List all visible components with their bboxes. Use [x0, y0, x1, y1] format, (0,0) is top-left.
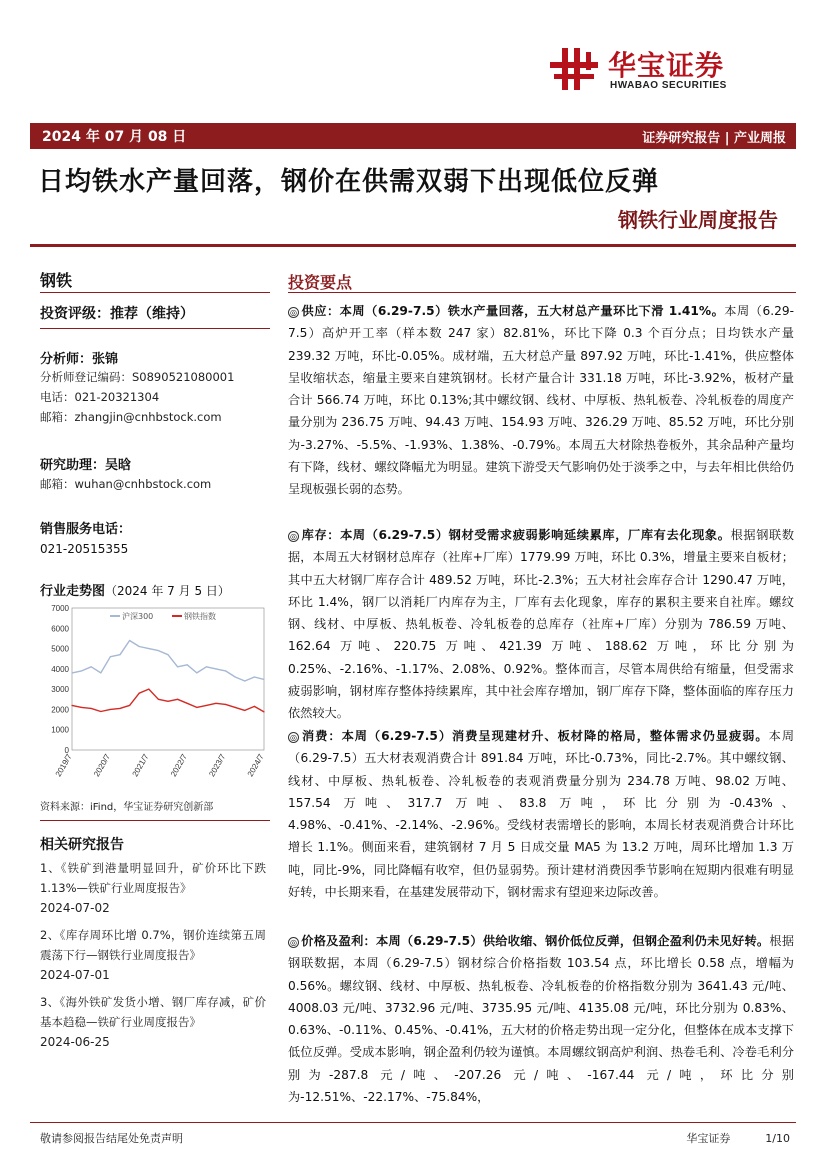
y-tick-label: 1000 [51, 725, 69, 735]
data-point [196, 672, 197, 673]
data-point [119, 708, 120, 709]
inventory-body: 根据钢联数据，本周五大材钢材总库存（社库+厂库）1779.99 万吨，环比 0.3%，增量主要来自板材；其中五大材钢厂库存合计 489.52 万吨，环比-2.3%；五大材社会库存合计 1290.47 万吨，环比 1.4%，钢厂以消耗厂内库存为主，厂库有去化现象，库存的累积主要来自社库。螺纹钢、线材、中厚板、热轧板卷、冷轧板卷的总库存（社库+厂库）分别为 786.59 万吨、162.64 万吨、220.75 万吨、421.39 万吨、188.62 万吨，环比分别为 0.25%、-2.16%、-1.17%、2.08%、0.92%。整体而言，尽管本周供给有缩量，但受需求疲弱影响，钢材库存整体持续累库，其中社会库存增加，钢厂库存下降，整体面临的库存压力依然较大。 [288, 528, 795, 721]
data-point [139, 693, 140, 694]
y-tick-label: 4000 [51, 664, 69, 674]
data-point [71, 705, 72, 706]
inventory-lead: 库存：本周（6.29-7.5）钢材受需求疲弱影响延续累库，厂库有去化现象。 [301, 528, 731, 542]
price-lead: 价格及盈利：本周（6.29-7.5）供给收缩、钢价低位反弹，但钢企盈利仍未见好转。 [301, 934, 770, 948]
related-report-item: 3、《海外铁矿发货小增、钢厂库存减，矿价基本趋稳—铁矿行业周度报告》 [40, 995, 266, 1029]
page-subtitle: 钢铁行业周度报告 [618, 208, 778, 232]
data-point [263, 711, 264, 712]
supply-paragraph [288, 300, 794, 501]
analyst-phone: 电话：021-20321304 [40, 390, 160, 404]
analyst-name: 分析师：张锦 [40, 352, 119, 367]
divider [40, 328, 270, 329]
data-point [129, 640, 130, 641]
trend-chart-title [40, 580, 230, 599]
legend-label: 钢铁指数 [184, 612, 216, 621]
logo-english-name: HWABAO SECURITIES [610, 80, 727, 91]
data-point [110, 656, 111, 657]
y-tick-label: 3000 [51, 685, 69, 695]
data-point [225, 670, 226, 671]
trend-date: （2024 年 7 月 5 日） [105, 584, 230, 598]
data-point [91, 666, 92, 667]
analyst-email: 邮箱：zhangjin@cnhbstock.com [40, 410, 222, 424]
footer-right [686, 1130, 790, 1146]
investment-rating: 投资评级：推荐（维持） [40, 306, 194, 322]
data-point [110, 709, 111, 710]
circle-bullet-icon: ◎ [288, 307, 299, 318]
x-tick-label: 2020/7 [92, 752, 113, 779]
data-point [158, 699, 159, 700]
series-line-csi300 [72, 641, 264, 682]
y-tick-label: 0 [64, 746, 69, 755]
supply-body: 本周（6.29-7.5）高炉开工率（样本数 247 家）82.81%，环比下降 0.3 个百分点；日均铁水产量 239.32 万吨，环比-0.05%。成材端，五大材总产量 897.92 万吨，环比-1.41%，供应整体呈收缩状态，缩量主要来自建筑钢材。长材产量合计 331.18 万吨，环比-3.92%，板材产量合计 566.74 万吨，环比 0.13%;其中螺纹钢、线材、中厚板、热轧板卷、冷轧板卷的周度产量分别为 236.75 万吨、94.43 万吨、154.93 万吨、326.29 万吨、85.52 万吨，环比分别为-3.27%、-5.5%、-1.93%、1.38%、-0.79%。本周五大材除热卷板外，其余品种产量均有下降，线材、螺纹降幅尤为明显。建筑下游受天气影响仍处于淡季之中，与去年相比供给仍呈现板强长弱的态势。 [288, 304, 794, 497]
data-point [215, 668, 216, 669]
chart-source: 资料来源：iFind，华宝证券研究创新部 [40, 802, 214, 813]
circle-bullet-icon: ◎ [288, 531, 299, 542]
trend-title-text: 行业走势图 [40, 584, 106, 599]
data-point [167, 701, 168, 702]
x-tick-label: 2023/7 [207, 752, 228, 779]
plot-frame [72, 608, 264, 750]
header-band [30, 123, 796, 149]
section-title: 投资要点 [288, 273, 353, 292]
data-point [244, 680, 245, 681]
data-point [235, 676, 236, 677]
data-point [215, 703, 216, 704]
data-point [206, 705, 207, 706]
divider [40, 292, 270, 293]
related-report-item: 2、《库存周环比增 0.7%，钢价连续第五周震荡下行—钢铁行业周度报告》 [40, 928, 266, 962]
consumption-paragraph [288, 725, 794, 903]
data-point [100, 711, 101, 712]
data-point [71, 672, 72, 673]
data-point [187, 664, 188, 665]
data-point [139, 646, 140, 647]
data-point [129, 705, 130, 706]
section-divider [288, 292, 796, 293]
related-report-date: 2024-07-01 [40, 968, 110, 982]
data-point [254, 676, 255, 677]
report-type: 证券研究报告 | 产业周报 [642, 131, 786, 146]
industry-label: 钢铁 [40, 271, 73, 290]
data-point [196, 707, 197, 708]
inventory-paragraph [288, 524, 794, 725]
analyst-reg-no: 分析师登记编码：S0890521080001 [40, 370, 235, 384]
price-body: 根据钢联数据，本周（6.29-7.5）钢材综合价格指数 103.54 点，环比增长 0.58 点，增幅为 0.56%。螺纹钢、线材、中厚板、热轧板卷、冷轧板卷的价格指数分别为 3641.43 元/吨、4008.03 元/吨、3732.96 元/吨、3735.95 元/吨、4135.08 元/吨，环比分别为 0.83%、0.63%、-0.11%、0.45%、-0.41%，五大材的价格走势出现一定分化，但整体在成本支撑下低位反弹。受成本影响，钢企盈利仍较为谨慎。本周螺纹钢高炉利润、热卷毛利、冷卷毛利分别为-287.8 元/吨、-207.26 元/吨、-167.44 元/吨，环比分别为-12.51%、-22.17%、-75.84%， [288, 934, 795, 1105]
consumption-body: 本周（6.29-7.5）五大材表观消费合计 891.84 万吨，环比-0.73%，同比-2.7%。其中螺纹钢、线材、中厚板、热轧板卷、冷轧板卷的表观消费量分别为 234.78 万吨、98.02 万吨、157.54 万吨、317.7 万吨、83.8 万吨，环比分别为-0.43%、4.98%、-0.41%、-2.14%、-2.96%。受线材表需增长的影响，本周长材表观消费合计环比增长 1.1%。侧面来看，建筑钢材 7 月 5 日成交量 MA5 为 13.2 万吨，周环比增加 1.3 万吨，同比-9%，同比降幅有收窄，但仍显弱势。预计建材消费因季节影响在短期内很难有明显好转，中长期来看，在基建发展带动下，钢材需求有望迎来边际改善。 [288, 729, 795, 900]
footer-disclaimer: 敬请参阅报告结尾处免责声明 [40, 1132, 183, 1145]
data-point [177, 666, 178, 667]
logo-chinese-name: 华宝证券 [608, 49, 725, 82]
data-point [177, 699, 178, 700]
series-line-steel-index [72, 689, 264, 712]
y-tick-label: 5000 [51, 644, 69, 654]
page-number: 1/10 [765, 1132, 790, 1145]
y-tick-label: 7000 [51, 604, 69, 613]
data-point [263, 679, 264, 680]
data-point [91, 708, 92, 709]
data-point [158, 650, 159, 651]
data-point [81, 707, 82, 708]
data-point [225, 704, 226, 705]
related-report-item: 1、《铁矿到港量明显回升，矿价环比下跌 1.13%—铁矿行业周度报告》 [40, 861, 266, 895]
report-date: 2024 年 07 月 08 日 [42, 129, 187, 145]
data-point [254, 706, 255, 707]
supply-lead: 供应：本周（6.29-7.5）铁水产量回落，五大材总产量环比下滑 1.41%。 [301, 304, 725, 318]
page-title: 日均铁水产量回落，钢价在供需双弱下出现低位反弹 [38, 167, 660, 197]
footer-company: 华宝证券 [686, 1132, 731, 1145]
consumption-lead: 消费：本周（6.29-7.5）消费呈现建材升、板材降的格局，整体需求仍显疲弱。 [301, 729, 769, 743]
x-tick-label: 2019/7 [53, 752, 74, 779]
price-paragraph [288, 930, 794, 1108]
data-point [206, 666, 207, 667]
sales-phone-heading: 销售服务电话： [40, 522, 132, 537]
circle-bullet-icon: ◎ [288, 732, 299, 743]
y-tick-label: 2000 [51, 705, 69, 715]
data-point [244, 710, 245, 711]
related-report-date: 2024-07-02 [40, 901, 110, 915]
related-reports-heading: 相关研究报告 [40, 837, 124, 853]
sales-phone: 021-20515355 [40, 542, 129, 556]
data-point [148, 648, 149, 649]
assistant-email: 邮箱：wuhan@cnhbstock.com [40, 477, 212, 491]
circle-bullet-icon: ◎ [288, 937, 299, 948]
data-point [235, 707, 236, 708]
data-point [167, 654, 168, 655]
data-point [81, 670, 82, 671]
company-logo [548, 44, 778, 94]
data-point [119, 654, 120, 655]
y-tick-label: 6000 [51, 624, 69, 634]
x-tick-label: 2024/7 [245, 752, 266, 779]
industry-trend-chart [40, 602, 270, 792]
data-point [148, 689, 149, 690]
data-point [187, 703, 188, 704]
data-point [100, 672, 101, 673]
x-tick-label: 2021/7 [130, 752, 151, 779]
divider [40, 820, 270, 821]
title-divider [30, 244, 796, 247]
related-report-date: 2024-06-25 [40, 1035, 110, 1049]
x-tick-label: 2022/7 [168, 752, 189, 779]
hwabao-logo-mark-icon [548, 44, 600, 94]
assistant-name: 研究助理：吴晗 [40, 458, 132, 473]
footer-divider [30, 1122, 796, 1123]
legend-label: 沪深300 [122, 612, 154, 621]
